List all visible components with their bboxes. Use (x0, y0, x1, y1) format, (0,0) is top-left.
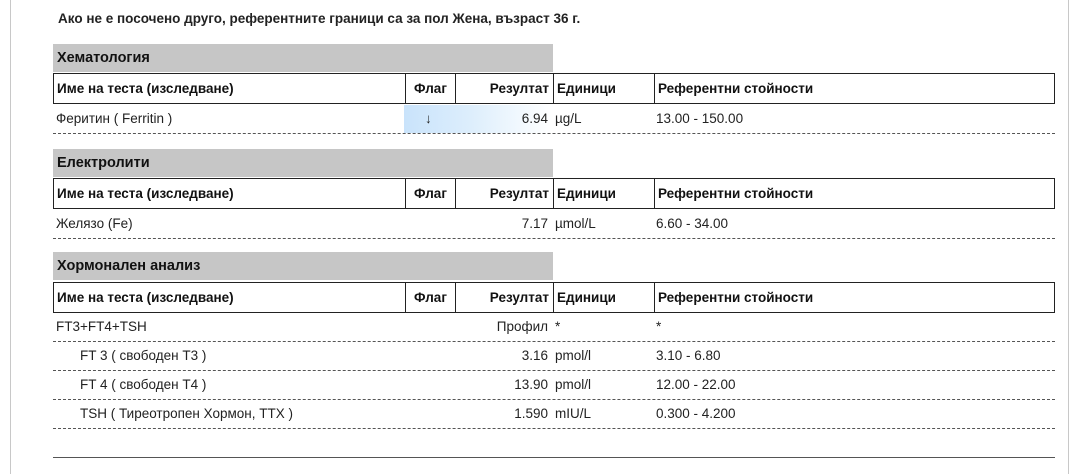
test-name: FT 4 ( свободен Т4 ) (80, 377, 207, 392)
test-name: FT3+FT4+TSH (56, 319, 147, 334)
test-result: 3.16 (521, 348, 548, 363)
reference-note: Ако не е посочено друго, референтните граници са за пол Жена, възраст 36 г. (58, 11, 581, 26)
test-reference: 12.00 - 22.00 (656, 377, 736, 392)
test-units: mIU/L (555, 406, 592, 421)
col-result: Резултат (455, 74, 553, 103)
page-border-left (10, 0, 11, 474)
col-units: Единици (553, 283, 654, 312)
test-units: µmol/L (555, 216, 596, 231)
table-row (53, 400, 1055, 429)
test-reference: 0.300 - 4.200 (656, 406, 736, 421)
test-name: Феритин ( Ferritin ) (56, 111, 173, 126)
test-result: 1.590 (514, 406, 548, 421)
col-units: Единици (553, 179, 654, 208)
col-reference: Референтни стойности (654, 179, 1054, 208)
test-units: µg/L (555, 111, 582, 126)
footer-divider (53, 457, 1055, 458)
section-header-hormonal: Хормонален анализ (53, 252, 553, 280)
table-row (53, 210, 1055, 239)
test-result: 13.90 (514, 377, 548, 392)
column-header-row (53, 282, 1055, 313)
col-reference: Референтни стойности (654, 283, 1054, 312)
table-row (53, 342, 1055, 371)
page-border-right (1068, 0, 1069, 474)
column-header-row (53, 73, 1055, 104)
test-units: pmol/l (555, 348, 592, 363)
test-result: Профил (496, 319, 548, 334)
test-reference: * (656, 319, 662, 334)
test-reference: 6.60 - 34.00 (656, 216, 729, 231)
table-row (53, 105, 1055, 134)
col-test-name: Име на теста (изследване) (57, 290, 234, 305)
test-name: TSH ( Тиреотропен Хормон, ТТХ ) (80, 406, 294, 421)
col-flag: Флаг (405, 179, 455, 208)
test-units: pmol/l (555, 377, 592, 392)
section-header-hematology: Хематология (53, 44, 553, 72)
table-row (53, 371, 1055, 400)
col-result: Резултат (455, 179, 553, 208)
test-result: 6.94 (521, 111, 548, 126)
col-flag: Флаг (405, 283, 455, 312)
section-header-electrolytes: Електролити (53, 149, 553, 177)
col-units: Единици (553, 74, 654, 103)
test-units: * (555, 319, 561, 334)
col-flag: Флаг (405, 74, 455, 103)
test-reference: 3.10 - 6.80 (656, 348, 721, 363)
col-reference: Референтни стойности (654, 74, 1054, 103)
test-name: FT 3 ( свободен Т3 ) (80, 348, 207, 363)
col-test-name: Име на теста (изследване) (57, 186, 234, 201)
low-flag-arrow-icon: ↓ (404, 105, 552, 133)
column-header-row (53, 178, 1055, 209)
col-test-name: Име на теста (изследване) (57, 81, 234, 96)
test-name: Желязо (Fe) (56, 216, 133, 231)
test-reference: 13.00 - 150.00 (656, 111, 744, 126)
col-result: Резултат (455, 283, 553, 312)
test-result: 7.17 (521, 216, 548, 231)
table-row (53, 313, 1055, 342)
